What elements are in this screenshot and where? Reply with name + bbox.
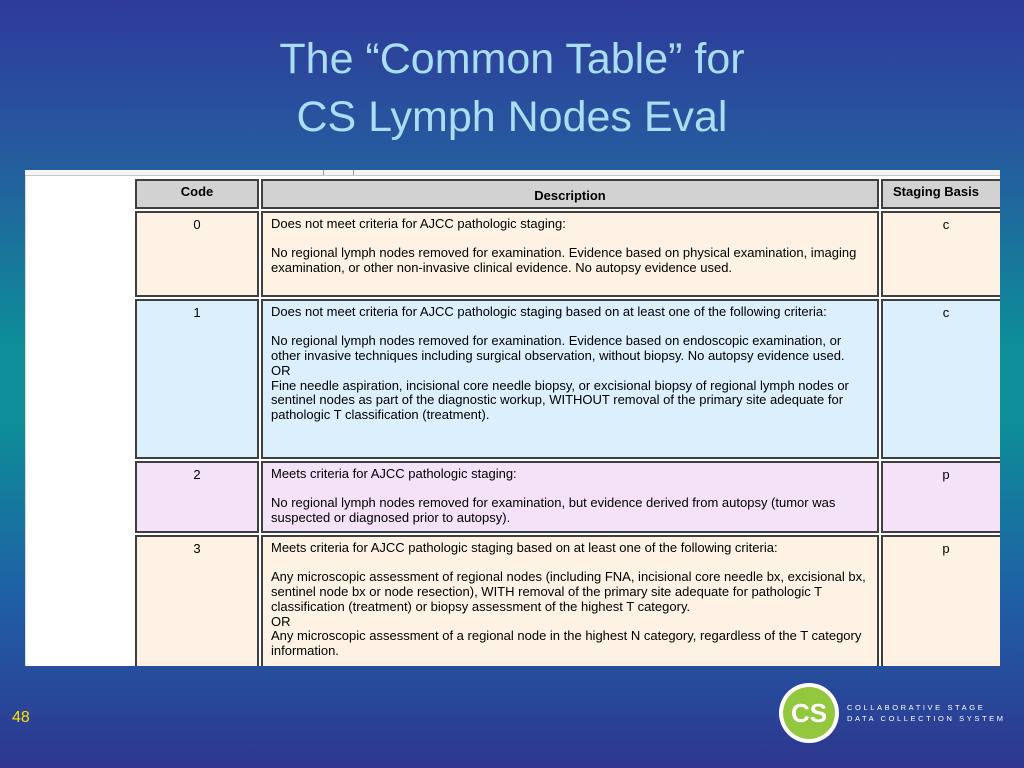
logo-text-line-1: COLLABORATIVE STAGE bbox=[847, 703, 986, 712]
row-0-code: 0 bbox=[135, 211, 259, 297]
row-1-description: Does not meet criteria for AJCC pathologic staging based on at least one of the following criteria: No regional lymph nodes removed for examination. Evidence based on endoscopic examination, or other invasive techniques including surgical observation, without biopsy. No autopsy evidence used. OR Fine needle aspiration, incisional core needle biopsy, or excisional biopsy of regional lymph nodes or sentinel nodes as part of the diagnostic workup, WITHOUT removal of the primary site adequate for pathologic T classification (treatment). bbox=[261, 299, 879, 459]
row-2-description: Meets criteria for AJCC pathologic staging: No regional lymph nodes removed for examination, but evidence derived from autopsy (tumor was suspected or diagnosed prior to autopsy). bbox=[261, 461, 879, 533]
row-0-description: Does not meet criteria for AJCC pathologic staging: No regional lymph nodes removed for examination. Evidence based on physical examination, imaging examination, or other non-invasive clinical evidence. No autopsy evidence used. bbox=[261, 211, 879, 297]
row-2-code: 2 bbox=[135, 461, 259, 533]
row-0-basis: c bbox=[881, 211, 1000, 297]
header-description: Description bbox=[261, 179, 879, 209]
ruler-tick bbox=[323, 170, 324, 175]
table-screenshot-panel bbox=[25, 170, 1000, 666]
title-line-1: The “Common Table” for bbox=[279, 35, 745, 83]
ruler-tick bbox=[353, 170, 354, 175]
row-3-code: 3 bbox=[135, 535, 259, 666]
row-1-code: 1 bbox=[135, 299, 259, 459]
ruler-bar bbox=[25, 170, 1000, 176]
logo-text-line-2: DATA COLLECTION SYSTEM bbox=[847, 714, 1006, 723]
page-number: 48 bbox=[12, 709, 30, 726]
title-line-2: CS Lymph Nodes Eval bbox=[296, 93, 728, 141]
row-3-description: Meets criteria for AJCC pathologic staging based on at least one of the following criteria: Any microscopic assessment of regional nodes (including FNA, incisional core needle bx, excisional bx, sentinel node bx or node resection), WITH removal of the primary site adequate for pathologic T classification (treatment) or biopsy assessment of the highest T category. OR Any microscopic assessment of a regional node in the highest N category, regardless of the T category information. bbox=[261, 535, 879, 666]
row-3-basis: p bbox=[881, 535, 1000, 666]
header-code: Code bbox=[135, 179, 259, 209]
header-staging-basis: Staging Basis bbox=[881, 179, 1000, 209]
slide-title bbox=[0, 30, 1024, 146]
logo-wordmark bbox=[847, 702, 1006, 724]
row-2-basis: p bbox=[881, 461, 1000, 533]
cs-logo-icon bbox=[778, 682, 840, 744]
logo-mark-text: CS bbox=[790, 698, 828, 728]
margin-line bbox=[25, 176, 26, 666]
row-1-basis: c bbox=[881, 299, 1000, 459]
